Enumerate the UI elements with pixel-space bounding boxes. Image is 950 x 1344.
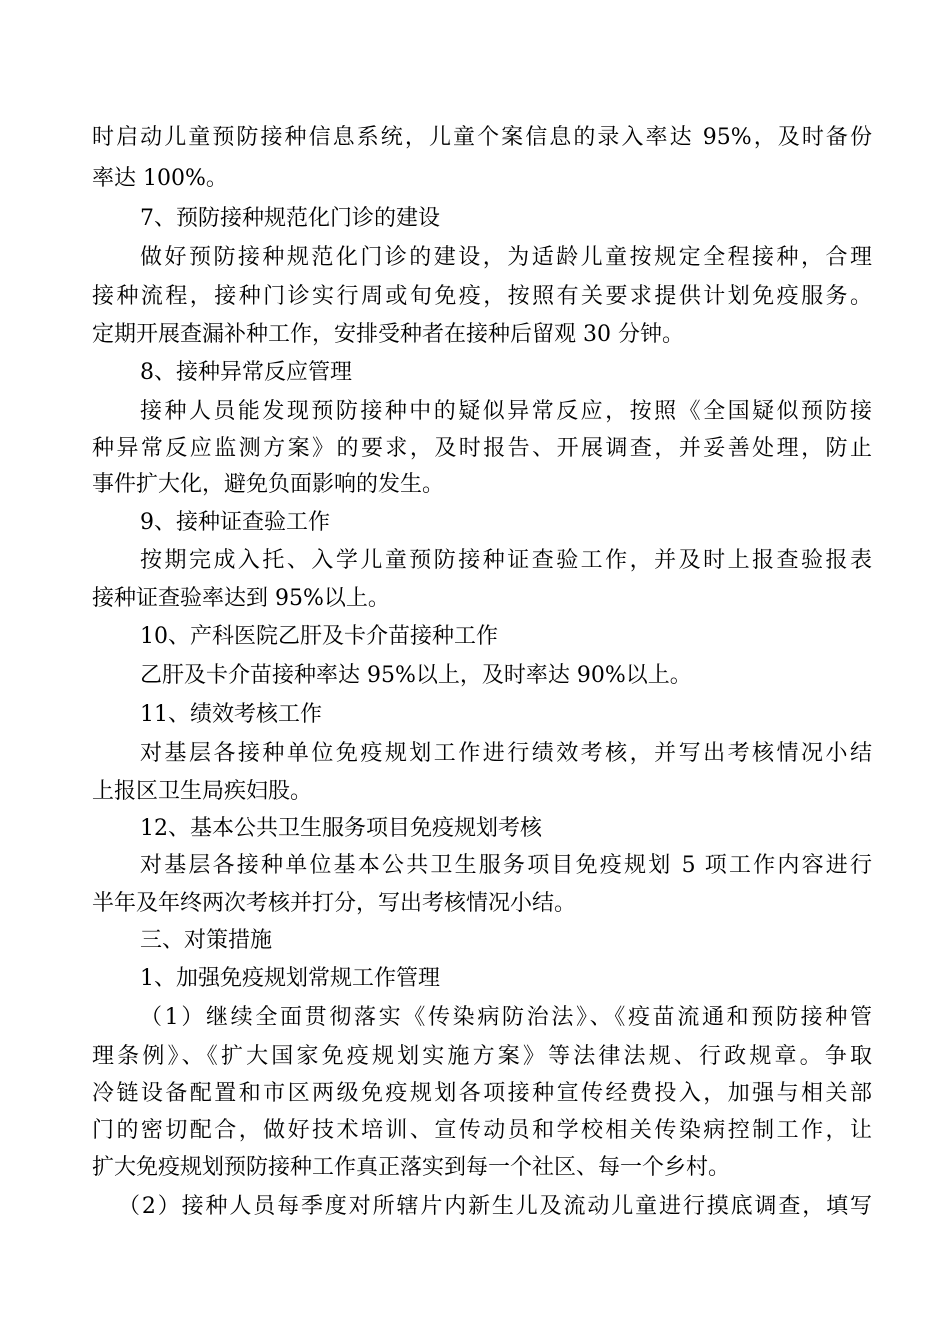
text-line: 对基层各接种单位基本公共卫生服务项目免疫规划 5 项工作内容进行 bbox=[140, 853, 872, 878]
text-line: 接种流程，接种门诊实行周或旬免疫，按照有关要求提供计划免疫服务。 bbox=[92, 284, 872, 309]
section-heading: 10、产科医院乙肝及卡介苗接种工作 bbox=[140, 624, 498, 649]
text-line: 接种证查验率达到 95%以上。 bbox=[92, 586, 390, 611]
section-heading: 7、预防接种规范化门诊的建设 bbox=[140, 206, 440, 231]
text-line: 扩大免疫规划预防接种工作真正落实到每一个社区、每一个乡村。 bbox=[92, 1155, 731, 1180]
text-line: 时启动儿童预防接种信息系统，儿童个案信息的录入率达 95%，及时备份 bbox=[92, 125, 872, 150]
section-heading: 12、基本公共卫生服务项目免疫规划考核 bbox=[140, 816, 542, 841]
text-line: 上报区卫生局疾妇股。 bbox=[92, 779, 313, 804]
text-line: （2）接种人员每季度对所辖片内新生儿及流动儿童进行摸底调查，填写 bbox=[118, 1194, 872, 1219]
text-line: 接种人员能发现预防接种中的疑似异常反应，按照《全国疑似预防接 bbox=[140, 399, 872, 424]
text-line: 按期完成入托、入学儿童预防接种证查验工作，并及时上报查验报表 bbox=[140, 548, 872, 573]
text-line: 对基层各接种单位免疫规划工作进行绩效考核，并写出考核情况小结 bbox=[140, 741, 872, 766]
section-heading: 11、绩效考核工作 bbox=[140, 702, 322, 727]
section-heading: 三、对策措施 bbox=[140, 928, 273, 953]
text-line: 半年及年终两次考核并打分，写出考核情况小结。 bbox=[92, 891, 577, 916]
text-line: （1）继续全面贯彻落实《传染病防治法》、《疫苗流通和预防接种管 bbox=[140, 1005, 872, 1030]
text-line: 事件扩大化，避免负面影响的发生。 bbox=[92, 472, 445, 497]
text-line: 定期开展查漏补种工作，安排受种者在接种后留观 30 分钟。 bbox=[92, 322, 684, 347]
section-heading: 8、接种异常反应管理 bbox=[140, 360, 352, 385]
section-heading: 9、接种证查验工作 bbox=[140, 510, 330, 535]
text-line: 种异常反应监测方案》的要求，及时报告、开展调查，并妥善处理，防止 bbox=[92, 436, 872, 461]
text-line: 乙肝及卡介苗接种率达 95%以上，及时率达 90%以上。 bbox=[140, 663, 692, 688]
text-line: 率达 100%。 bbox=[92, 166, 228, 191]
section-heading: 1、加强免疫规划常规工作管理 bbox=[140, 966, 440, 991]
text-line: 做好预防接种规范化门诊的建设，为适龄儿童按规定全程接种，合理 bbox=[140, 245, 872, 270]
text-line: 门的密切配合，做好技术培训、宣传动员和学校相关传染病控制工作，让 bbox=[92, 1118, 872, 1143]
text-line: 理条例》、《扩大国家免疫规划实施方案》等法律法规、行政规章。争取 bbox=[92, 1044, 872, 1069]
text-line: 冷链设备配置和市区两级免疫规划各项接种宣传经费投入，加强与相关部 bbox=[92, 1081, 872, 1106]
